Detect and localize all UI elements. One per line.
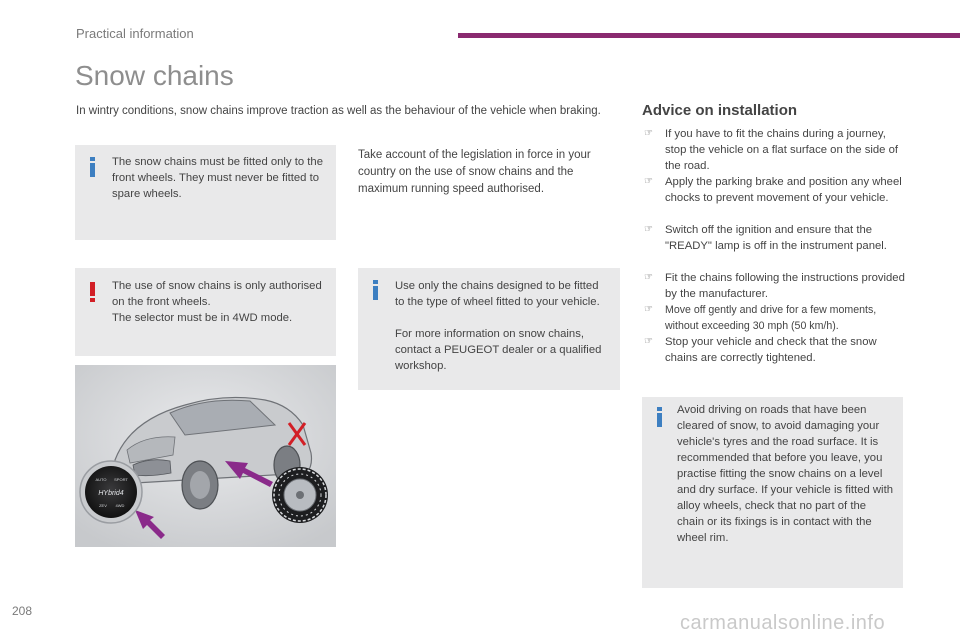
chained-wheel	[272, 467, 328, 523]
info-box-avoid-roads	[642, 397, 903, 588]
warning-icon	[90, 282, 95, 302]
avoid-roads-note: Avoid driving on roads that have been cleared of snow, to avoid damaging your vehicle's tyres and the road surface. It is recommended that before you leave, you practise fitting the snow chains on a level and dry surface. If your vehicle is fitted with alloy wheels, check that no part of the chain or its fixings is in contact with the wheel rim.	[677, 404, 893, 544]
bullet-icon: ☞	[644, 336, 653, 347]
info-box-front-wheels	[75, 145, 336, 240]
bullet-icon: ☞	[644, 224, 653, 235]
snow-chains-illustration	[75, 365, 336, 547]
advice-item: ☞ Apply the parking brake and position any wheel chocks to prevent movement of your vehicle.	[644, 176, 902, 204]
advice-item: ☞ Switch off the ignition and ensure that the "READY" lamp is off in the instrument panel.	[644, 224, 887, 252]
advice-item: ☞ If you have to fit the chains during a journey, stop the vehicle on a flat surface on the side of the road.	[644, 128, 898, 172]
advice-heading: Advice on installation	[642, 102, 798, 119]
bullet-icon: ☞	[644, 176, 653, 187]
intro-text: In wintry conditions, snow chains improve traction as well as the behaviour of the vehicle when braking.	[76, 105, 601, 117]
page-title: Snow chains	[75, 60, 234, 91]
dial-mode-sport: SPORT	[114, 477, 128, 482]
designed-chains-text-1: Use only the chains designed to be fitted to the type of wheel fitted to your vehicle.	[395, 280, 600, 308]
watermark: carmanualsonline.info	[680, 612, 886, 634]
header-accent-bar	[458, 33, 960, 38]
info-box-designed-chains	[358, 268, 620, 390]
car-illustration	[75, 365, 336, 547]
advice-list	[642, 126, 907, 366]
designed-chains-text-2: For more information on snow chains, contact a PEUGEOT dealer or a qualified workshop.	[395, 328, 602, 372]
warning-text-1: The use of snow chains is only authorised on the front wheels.	[112, 280, 322, 308]
warning-box	[75, 268, 336, 356]
bullet-icon: ☞	[644, 272, 653, 283]
page-number: 208	[12, 604, 33, 618]
advice-item: ☞ Fit the chains following the instructions provided by the manufacturer.	[644, 272, 905, 300]
front-wheels-note: The snow chains must be fitted only to the front wheels. They must never be fitted to spare wheels.	[112, 156, 323, 200]
legislation-note: Take account of the legislation in force in your country on the use of snow chains and the maximum running speed authorised.	[358, 149, 591, 195]
dial-mode-auto: AUTO	[95, 477, 107, 482]
advice-item: ☞ Stop your vehicle and check that the snow chains are correctly tightened.	[644, 336, 877, 364]
bullet-icon: ☞	[644, 304, 653, 315]
advice-item: ☞ Move off gently and drive for a few moments, without exceeding 30 mph (50 km/h).	[644, 304, 877, 332]
info-icon	[657, 407, 662, 427]
section-title: Practical information	[76, 26, 194, 41]
dial-mode-zev: ZEV	[99, 503, 107, 508]
dial-brand: HYbrid4	[98, 490, 124, 497]
info-icon	[90, 157, 95, 177]
info-icon	[373, 280, 378, 300]
bullet-icon: ☞	[644, 128, 653, 139]
dial-mode-4wd: 4WD	[115, 503, 125, 508]
mode-selector-dial	[80, 461, 142, 523]
warning-text-2: The selector must be in 4WD mode.	[112, 312, 293, 324]
